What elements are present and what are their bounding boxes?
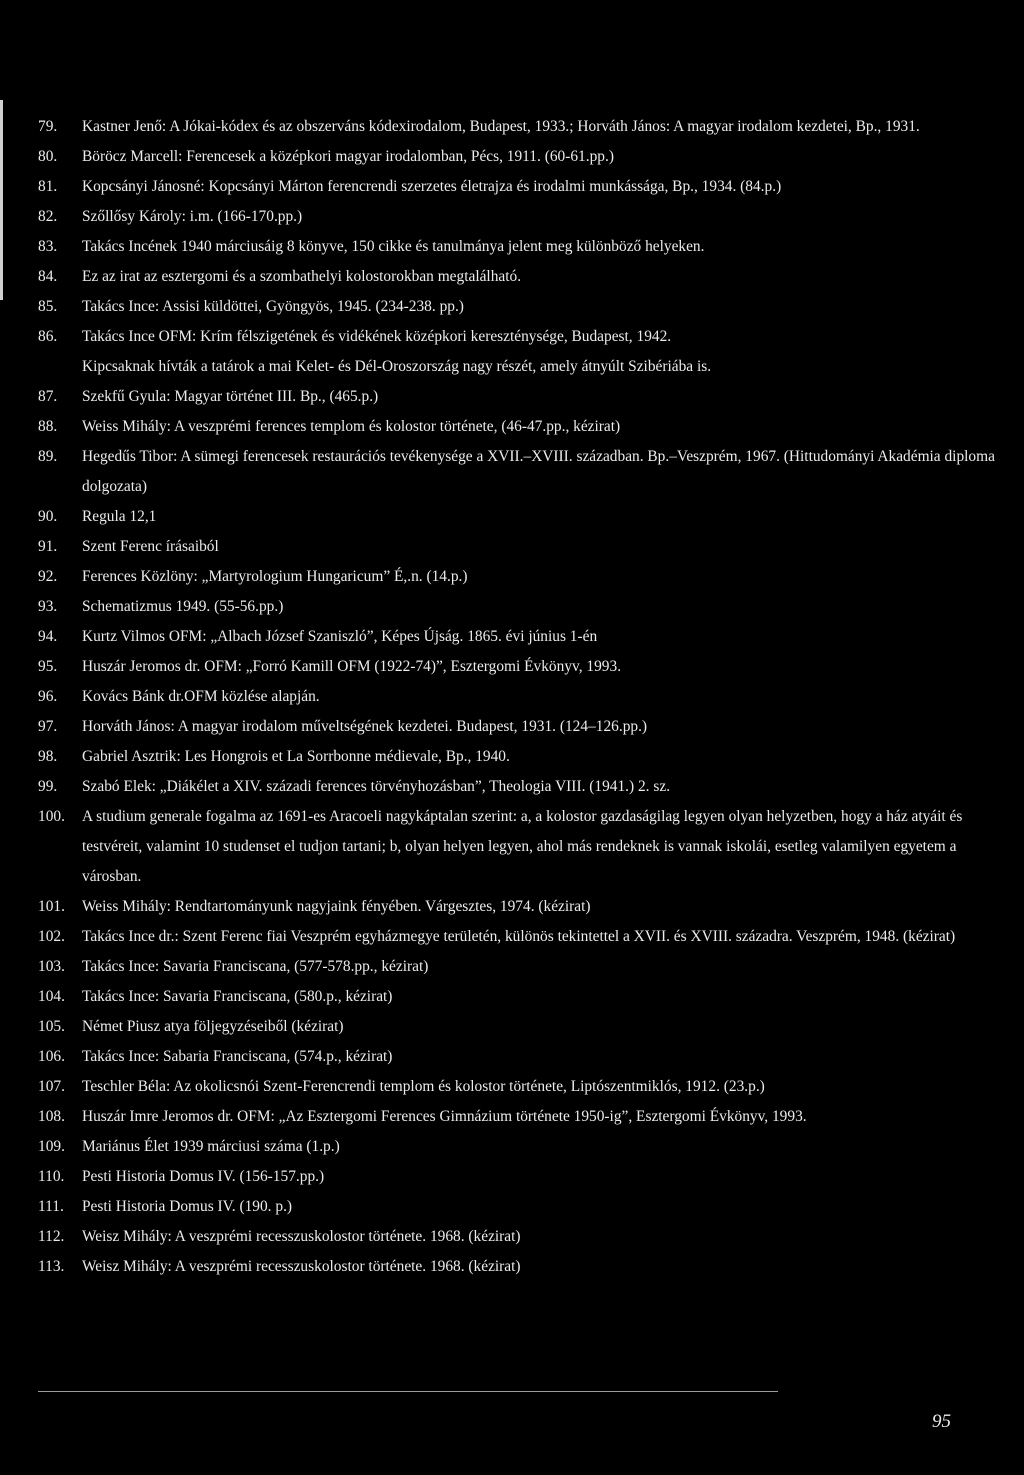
footnote-text: A studium generale fogalma az 1691-es Aracoeli nagykáptalan szerint: a, a kolostor gazdaságilag legyen olyan helyzetben, hogy a ház atyáit és testvéreit, valamint 10 studenset el tudjon tartani; b, olyan helyen legyen, ahol más rendeknek is vannak iskolái, esetleg valamilyen egyetem a városban. <box>82 808 963 885</box>
footnote-text: Német Piusz atya följegyzéseiből (kézirat) <box>82 1018 344 1035</box>
footnote <box>38 1162 998 1192</box>
footnote <box>38 682 998 712</box>
scan-edge-mark <box>0 100 3 300</box>
footnote-text: Ez az irat az esztergomi és a szombathelyi kolostorokban megtalálható. <box>82 268 522 285</box>
footnote-number: 84. <box>38 268 58 285</box>
footnote-text: Takács Ince: Sabaria Franciscana, (574.p., kézirat) <box>82 1048 393 1065</box>
footnote-number: 108. <box>38 1108 65 1125</box>
footnote <box>38 1042 998 1072</box>
footnote-text: Huszár Imre Jeromos dr. OFM: „Az Esztergomi Ferences Gimnázium története 1950-ig”, Esztergomi Évkönyv, 1993. <box>82 1108 807 1125</box>
footnote-text: Huszár Jeromos dr. OFM: „Forró Kamill OFM (1922-74)”, Esztergomi Évkönyv, 1993. <box>82 658 622 675</box>
footnote <box>38 622 998 652</box>
footnote-number: 105. <box>38 1018 65 1035</box>
footnote-number: 103. <box>38 958 65 975</box>
footnote-number: 98. <box>38 748 58 765</box>
footnote-number: 79. <box>38 118 58 135</box>
footnote <box>38 232 998 262</box>
footnote <box>38 1252 998 1282</box>
footnote-number: 90. <box>38 508 58 525</box>
footnote-text: Weiss Mihály: A veszprémi ferences templom és kolostor története, (46-47.pp., kézirat) <box>82 418 621 435</box>
footnote <box>38 502 998 532</box>
footnote-number: 86. <box>38 328 58 345</box>
footnote-text: Böröcz Marcell: Ferencesek a középkori magyar irodalomban, Pécs, 1911. (60-61.pp.) <box>82 148 614 165</box>
footnote <box>38 922 998 952</box>
footnote-number: 85. <box>38 298 58 315</box>
footnote <box>38 172 998 202</box>
footnote <box>38 382 998 412</box>
footnote-number: 104. <box>38 988 65 1005</box>
footnote-number: 94. <box>38 628 58 645</box>
footnote-text: Weisz Mihály: A veszprémi recesszuskolostor története. 1968. (kézirat) <box>82 1258 521 1275</box>
footnote-number: 112. <box>38 1228 65 1245</box>
footnote-number: 89. <box>38 448 58 465</box>
footnote-number: 100. <box>38 808 65 825</box>
footnote <box>38 742 998 772</box>
footnote <box>38 652 998 682</box>
footnote-number <box>38 352 82 382</box>
footnote-text: Takács Ince dr.: Szent Ferenc fiai Veszprém egyházmegye területén, különös tekintettel a XVII. és XVIII. századra. Veszprém, 1948. (kézirat) <box>82 928 956 945</box>
footnote-text: Kovács Bánk dr.OFM közlése alapján. <box>82 688 320 705</box>
footnote <box>38 322 998 352</box>
footnote-text: Weisz Mihály: A veszprémi recesszuskolostor története. 1968. (kézirat) <box>82 1228 521 1245</box>
footnote <box>38 352 998 382</box>
footnote <box>38 412 998 442</box>
footnote <box>38 1132 998 1162</box>
footnote-number: 91. <box>38 538 58 555</box>
footnote <box>38 802 998 892</box>
footnote-text: Szőllősy Károly: i.m. (166-170.pp.) <box>82 208 303 225</box>
footnote-text: Kopcsányi Jánosné: Kopcsányi Márton ferencrendi szerzetes életrajza és irodalmi munkássága, Bp., 1934. (84.p.) <box>82 178 782 195</box>
footnote-number: 80. <box>38 148 58 165</box>
footnote-list <box>38 112 998 1282</box>
footnote-text: Takács Incének 1940 márciusáig 8 könyve, 150 cikke és tanulmánya jelent meg különböző helyeken. <box>82 238 705 255</box>
footnote-number: 96. <box>38 688 58 705</box>
footnote-number: 83. <box>38 238 58 255</box>
footnote-number: 110. <box>38 1168 65 1185</box>
footnote-number: 101. <box>38 898 65 915</box>
footnote-number: 88. <box>38 418 58 435</box>
footnote <box>38 1192 998 1222</box>
footer-divider <box>38 1391 778 1392</box>
footnote-number: 95. <box>38 658 58 675</box>
footnote <box>38 592 998 622</box>
footnote-number: 97. <box>38 718 58 735</box>
footnote-number: 93. <box>38 598 58 615</box>
footnote-text: Ferences Közlöny: „Martyrologium Hungaricum” É,.n. (14.p.) <box>82 568 468 585</box>
footnote-text: Schematizmus 1949. (55-56.pp.) <box>82 598 284 615</box>
footnote <box>38 772 998 802</box>
footnote <box>38 442 998 502</box>
footnote-number: 109. <box>38 1138 65 1155</box>
footnote <box>38 1012 998 1042</box>
footnote-text: Horváth János: A magyar irodalom műveltségének kezdetei. Budapest, 1931. (124–126.pp.) <box>82 718 648 735</box>
footnote-text: Mariánus Élet 1939 márciusi száma (1.p.) <box>82 1138 340 1155</box>
footnote-number: 87. <box>38 388 58 405</box>
footnote <box>38 142 998 172</box>
footnote-text: Regula 12,1 <box>82 508 157 525</box>
footnote-text: Pesti Historia Domus IV. (190. p.) <box>82 1198 293 1215</box>
footnote-text: Takács Ince: Assisi küldöttei, Gyöngyös, 1945. (234-238. pp.) <box>82 298 464 315</box>
footnote <box>38 982 998 1012</box>
page-number: 95 <box>932 1411 951 1432</box>
footnote <box>38 952 998 982</box>
footnote <box>38 532 998 562</box>
footnote-text: Kurtz Vilmos OFM: „Albach József Szaniszló”, Képes Újság. 1865. évi június 1-én <box>82 628 598 645</box>
footnote <box>38 1072 998 1102</box>
footnote-number: 81. <box>38 178 58 195</box>
footnote <box>38 712 998 742</box>
footnote <box>38 112 998 142</box>
footnote-text: Kastner Jenő: A Jókai-kódex és az obszerváns kódexirodalom, Budapest, 1933.; Horváth János: A magyar irodalom kezdetei, Bp., 1931. <box>82 118 920 135</box>
footnote <box>38 892 998 922</box>
footnote-text: Teschler Béla: Az okolicsnói Szent-Ferencrendi templom és kolostor története, Liptószentmiklós, 1912. (23.p.) <box>82 1078 765 1095</box>
footnote <box>38 262 998 292</box>
footnote-text: Szabó Elek: „Diákélet a XIV. századi ferences törvényhozásban”, Theologia VIII. (1941.) 2. sz. <box>82 778 671 795</box>
footnote-text: Hegedűs Tibor: A sümegi ferencesek restaurációs tevékenysége a XVII.–XVIII. században. Bp.–Veszprém, 1967. (Hittudományi Akadémia diploma dolgozata) <box>82 448 995 495</box>
footnote-text: Gabriel Asztrik: Les Hongrois et La Sorrbonne médievale, Bp., 1940. <box>82 748 510 765</box>
footnote-number: 113. <box>38 1258 65 1275</box>
footnote-text: Szekfű Gyula: Magyar történet III. Bp., (465.p.) <box>82 388 379 405</box>
footnote <box>38 1222 998 1252</box>
footnote-text: Takács Ince OFM: Krím félszigetének és vidékének középkori kereszténysége, Budapest, 1942. <box>82 328 672 345</box>
footnote-text: Takács Ince: Savaria Franciscana, (580.p., kézirat) <box>82 988 393 1005</box>
footnote-text: Kipcsaknak hívták a tatárok a mai Kelet- és Dél-Oroszország nagy részét, amely átnyúlt Szibériába is. <box>82 358 712 375</box>
footnote <box>38 292 998 322</box>
footnote-text: Takács Ince: Savaria Franciscana, (577-578.pp., kézirat) <box>82 958 429 975</box>
footnote-number: 82. <box>38 208 58 225</box>
footnote <box>38 202 998 232</box>
footnote-number: 106. <box>38 1048 65 1065</box>
footnote-text: Szent Ferenc írásaiból <box>82 538 219 555</box>
footnote-number: 111. <box>38 1198 64 1215</box>
footnote-text: Weiss Mihály: Rendtartományunk nagyjaink fényében. Várgesztes, 1974. (kézirat) <box>82 898 591 915</box>
footnote <box>38 562 998 592</box>
footnote-number: 102. <box>38 928 65 945</box>
footnote <box>38 1102 998 1132</box>
footnote-number: 107. <box>38 1078 65 1095</box>
footnote-number: 92. <box>38 568 58 585</box>
footnote-text: Pesti Historia Domus IV. (156-157.pp.) <box>82 1168 325 1185</box>
footnote-number: 99. <box>38 778 58 795</box>
